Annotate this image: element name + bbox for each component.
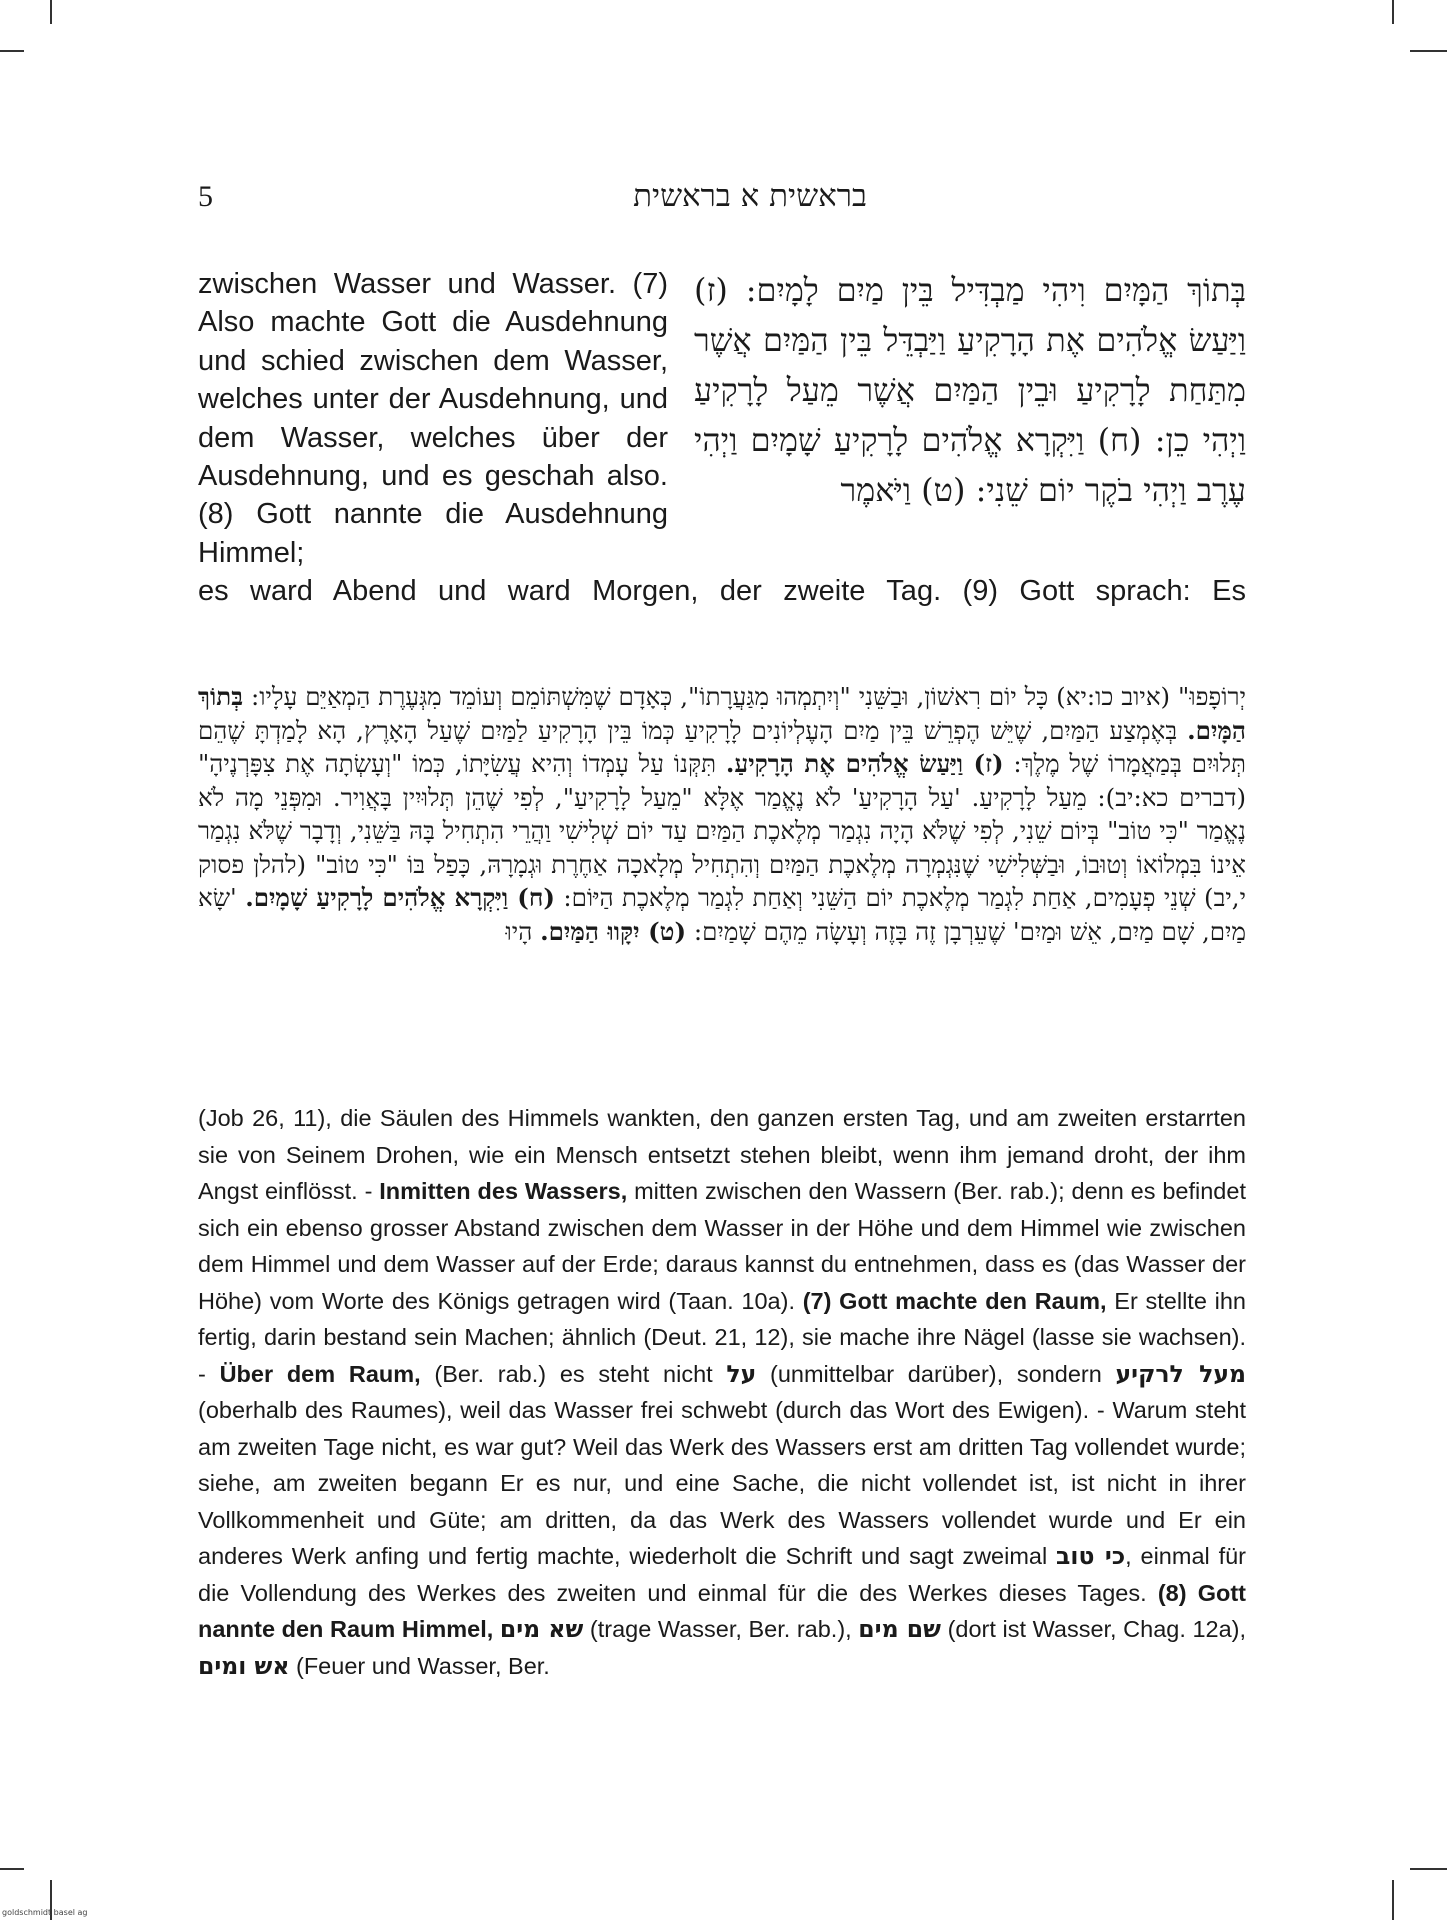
hebrew-inline-term: מעל לרקיע	[1115, 1359, 1247, 1388]
crop-mark-top-right-h	[1410, 50, 1447, 52]
crop-mark-top-right	[1392, 0, 1394, 24]
rashi-segment: 'שָׂא מַיִם, שָׁם מַיִם, אֵשׁ וּמַיִם' שֶׁעֵרְבָן זֶה בָּזֶה וְעָשָׂה מֵהֶם שָׁמַיִם:	[198, 883, 1246, 946]
commentary-text: (unmittelbar darüber), sondern	[756, 1360, 1116, 1387]
printer-credit: goldschmidt basel ag	[2, 1908, 88, 1917]
verse-block	[198, 265, 1246, 611]
rashi-heading: (ט) יִקָּווּ הַמַּיִם.	[540, 916, 687, 946]
crop-mark-bottom-left-h	[0, 1868, 24, 1870]
commentary-heading: Inmitten des Wassers,	[379, 1178, 628, 1204]
commentary-text: (dort ist Wasser, Chag. 12a),	[941, 1616, 1247, 1642]
rashi-segment: הָיוּ	[505, 916, 533, 946]
rashi-segment: בְּאֶמְצַע הַמַּיִם, שֶׁיֵּשׁ הֶפְרֵשׁ בֵּין מַיִם הָעֶלְיוֹנִים לָרָקִיעַ כְּמוֹ בֵּין הָרָקִיעַ לַמַּיִם שֶׁעַל הָאָרֶץ, הָא לָמַדְתָּ שֶׁהֵם תְּלוּיִם בְּמַאֲמָרוֹ שֶׁל מֶלֶךְ:	[198, 715, 1246, 778]
commentary-german	[198, 1100, 1246, 1684]
crop-mark-top-left	[50, 0, 52, 24]
rashi-heading: בְּתוֹךְ הַמָּיִם.	[198, 682, 1246, 745]
hebrew-inline-term: על	[726, 1359, 757, 1388]
commentary-text: (trage Wasser, Ber. rab.),	[583, 1616, 859, 1642]
running-head: בראשית א בראשית	[633, 178, 867, 214]
commentary-text: mitten zwischen den Wassern (Ber. rab.); denn es befindet sich ein ebenso grosser Abstand zwischen dem Wasser in der Höhe und dem Himmel wie zwischen dem Himmel und dem Wasser auf der Erde; daraus kannst du entnehmen, dass es (das Wasser der Höhe) vom Worte des Königs getragen wird (Taan. 10a).	[198, 1178, 1246, 1314]
commentary-text: (Feuer und Wasser, Ber.	[289, 1652, 550, 1679]
rashi-heading: (ח) וַיִּקְרָא אֱלֹהִים לָרָקִיעַ שָׁמָיִם.	[245, 883, 555, 912]
commentary-text	[493, 1616, 500, 1642]
rashi-commentary-hebrew	[198, 680, 1246, 948]
commentary-text: (Ber. rab.) es steht nicht	[420, 1360, 727, 1387]
commentary-text: (oberhalb des Raumes), weil das Wasser frei schwebt (durch das Wort des Ewigen). - Warum steht am zweiten Tage nicht, es war gut? Weil das Werk des Wassers erst am dritten Tag vollendet wurde; siehe, am zweiten begann Er es nur, und eine Sache, die nicht vollendet ist, ist nicht in ihrer Vollkommenheit und Güte; am dritten, da das Werk des Wassers vollendet wurde und Er ein anderes Werk anfing und fertig machte, wiederholt die Schrift und sagt zweimal	[198, 1397, 1246, 1569]
hebrew-verse-text: בְּתוֹךְ הַמָּיִם וִיהִי מַבְדִּיל בֵּין מַיִם לָמָיִם: (ז) וַיַּעַשׂ אֱלֹהִים אֶת הָרָקִיעַ וַיַּבְדֵּל בֵּין הַמַּיִם אֲשֶׁר מִתַּחַת לָרָקִיעַ וּבֵין הַמַּיִם אֲשֶׁר מֵעַל לָרָקִיעַ וַיְהִי כֵן: (ח) וַיִּקְרָא אֱלֹהִים לָרָקִיעַ שָׁמָיִם וַיְהִי עֶרֶב וַיְהִי בֹקֶר יוֹם שֵׁנִי: (ט) וַיֹּאמֶר	[694, 271, 1246, 509]
commentary-text: Er stellte ihn fertig, darin bestand sein Machen; ähnlich (Deut. 21, 12), sie mache ihre Nägel (lasse sie wachsen). -	[198, 1287, 1246, 1387]
commentary-heading: (8) Gott nannte den Raum Himmel,	[198, 1579, 1246, 1642]
hebrew-inline-term: כי טוב	[1056, 1542, 1126, 1570]
rashi-segment: יְרוֹפָפוּ" (איוב כו:יא) כָּל יוֹם רִאשׁוֹן, וּבַשֵּׁנִי "וְיִתְמְהוּ מִגַּעֲרָתוֹ", כְּאָדָם שֶׁמִּשְׁתּוֹמֵם וְעוֹמֵד מִגְּעֶרֶת הַמְאַיֵּם עָלָיו:	[251, 682, 1246, 711]
german-verse-text: zwischen Wasser und Wasser. (7) Also machte Gott die Ausdehnung und schied zwischen dem Wasser, welches unter der Ausdehnung, und dem Wasser, welches über der Ausdehnung, und es geschah also. (8) Gott nannte die Ausdehnung Himmel;	[198, 268, 668, 569]
rashi-segment: תִּקְּנוֹ עַל עָמְדוֹ וְהִיא עֲשִׂיָּתוֹ, כְּמוֹ "וְעָשְׂתָה אֶת צִפָּרְנֶיהָ" (דברים כא:יב): מֵעַל לָרָקִיעַ. 'עַל הָרָקִיעַ' לֹא נֶאֱמַר אֶלָּא "מֵעַל לָרָקִיעַ", לְפִי שֶׁהֵן תְּלוּיִין בָּאֲוִיר. וּמִפְּנֵי מָה לֹא נֶאֱמַר "כִּי טוֹב" בְּיוֹם שֵׁנִי, לְפִי שֶׁלֹּא הָיָה נִגְמַר מְלֶאכֶת הַמַּיִם עַד יוֹם שְׁלִישִׁי וַהֲרֵי הִתְחִיל בָּהּ בַּשֵּׁנִי, וְדָבָר שֶׁלֹּא נִגְמַר אֵינוֹ בִּמְלוֹאוֹ וְטוּבוֹ, וּבַשְּׁלִישִׁי שֶׁנִּגְמְרָה מְלֶאכֶת הַמַּיִם וְהִתְחִיל מְלָאכָה אַחֶרֶת וּגְמָרָהּ, כָּפַל בּוֹ "כִּי טוֹב" (להלן פסוק י,יב) שְׁנֵי פְעָמִים, אַחַת לִגְמַר מְלֶאכֶת יוֹם הַשֵּׁנִי וְאַחַת לִגְמַר מְלֶאכֶת הַיּוֹם:	[198, 749, 1247, 912]
german-verse-tail: es ward Abend und ward Morgen, der zweite Tag. (9) Gott sprach: Es	[198, 575, 1246, 608]
commentary-heading: (7) Gott machte den Raum,	[802, 1287, 1107, 1314]
commentary-text: , einmal für die Vollendung des Werkes des zweiten und einmal für die des Werkes dieses Tages.	[198, 1543, 1246, 1606]
crop-mark-top-left-h	[0, 50, 24, 52]
page-number: 5	[198, 180, 213, 213]
commentary-text: (Job 26, 11), die Säulen des Himmels wankten, den ganzen ersten Tag, und am zweiten erstarrten sie von Seinem Drohen, wie ein Mensch entsetzt stehen bleibt, wenn ihm jemand droht, der ihm Angst einflösst. -	[198, 1105, 1246, 1204]
crop-mark-bottom-right	[1392, 1880, 1394, 1920]
commentary-heading: Über dem Raum,	[219, 1360, 421, 1387]
crop-mark-bottom-right-h	[1410, 1868, 1447, 1870]
hebrew-inline-term: שא מים	[499, 1615, 584, 1643]
rashi-heading: (ז) וַיַּעַשׂ אֱלֹהִים אֶת הָרָקִיעַ.	[725, 749, 1004, 778]
hebrew-inline-term: שם מים	[858, 1615, 941, 1643]
hebrew-inline-term: אש ומים	[198, 1651, 290, 1680]
